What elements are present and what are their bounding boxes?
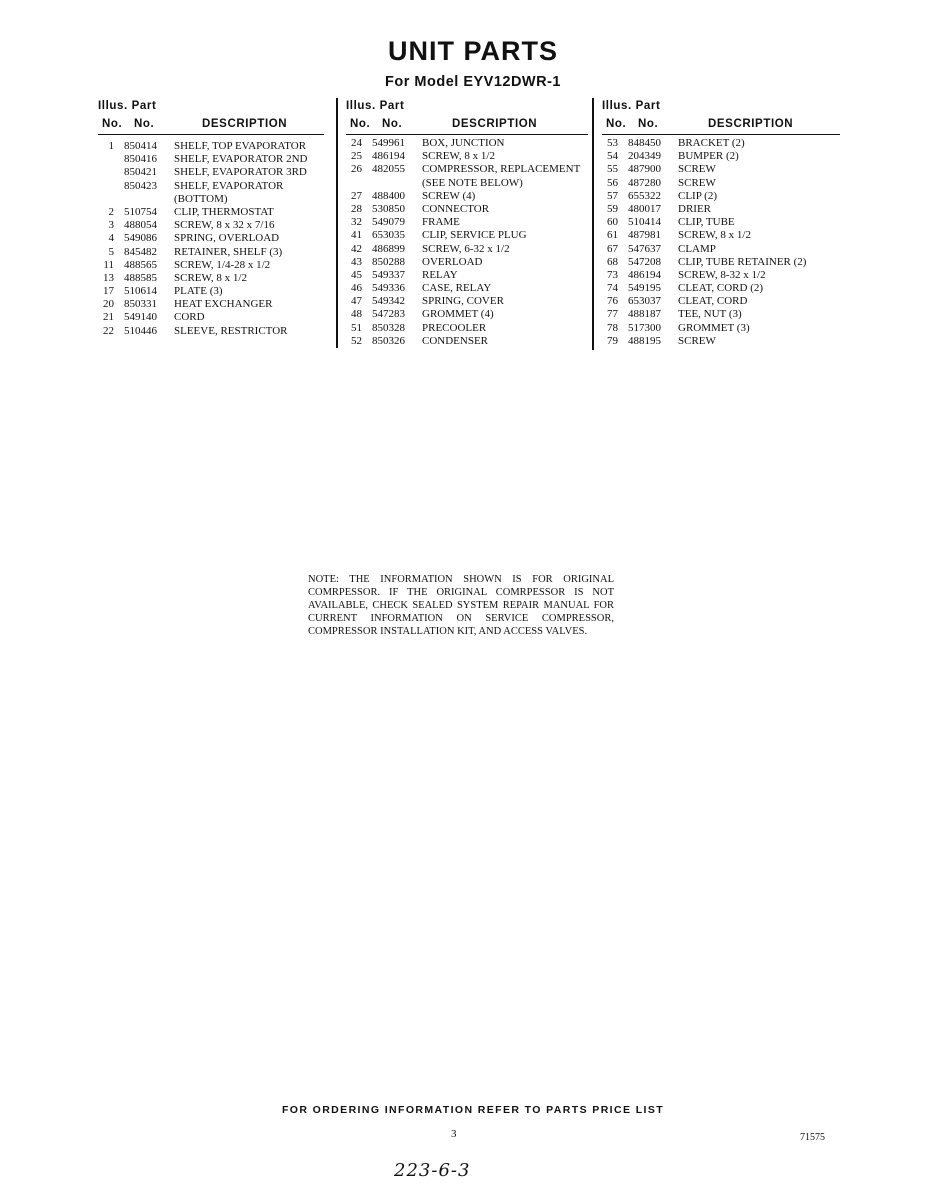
- table-row: [98, 285, 324, 298]
- illus-number: 43: [351, 255, 362, 268]
- illus-no-header: No.: [606, 118, 627, 130]
- table-row: [98, 140, 324, 153]
- illus-number: 57: [607, 189, 618, 202]
- part-number: 549079: [372, 216, 405, 229]
- part-description: OVERLOAD: [422, 255, 483, 268]
- table-row: [346, 335, 588, 348]
- part-number: 848450: [628, 137, 661, 149]
- part-number: 549961: [372, 137, 405, 149]
- table-row: [346, 308, 588, 321]
- part-description: CLIP, THERMOSTAT: [174, 205, 274, 218]
- illus-number: 25: [351, 150, 362, 163]
- part-description: SCREW, 8 x 1/2: [678, 229, 751, 242]
- illus-number: 1: [108, 140, 114, 152]
- table-row: [98, 311, 324, 324]
- illus-number: 48: [351, 308, 362, 321]
- illus-number: 42: [351, 242, 362, 255]
- table-row: [98, 259, 324, 272]
- part-description: SCREW: [678, 163, 716, 176]
- ordering-footer: FOR ORDERING INFORMATION REFER TO PARTS PRICE LIST: [281, 1104, 665, 1116]
- part-description: CONNECTOR: [422, 202, 490, 215]
- column-header: [98, 98, 324, 135]
- part-description: DRIER: [678, 202, 711, 215]
- part-number: 547208: [628, 255, 661, 268]
- parts-rows: [346, 137, 588, 348]
- part-number: 510414: [628, 216, 661, 229]
- parts-column-3: [602, 98, 840, 346]
- table-row: [98, 272, 324, 285]
- table-row: [98, 166, 324, 179]
- part-number: 510614: [124, 285, 157, 298]
- illus-number: 4: [108, 232, 114, 245]
- illus-number: 41: [351, 229, 362, 242]
- illus-number: 52: [351, 334, 362, 347]
- part-number: 549140: [124, 311, 157, 324]
- table-row: [346, 229, 588, 242]
- illus-number: 55: [607, 163, 618, 176]
- illus-number: 54: [607, 150, 618, 163]
- part-description: HEAT EXCHANGER: [174, 298, 273, 311]
- part-number: 530850: [372, 202, 405, 215]
- part-description: GROMMET (3): [678, 321, 750, 334]
- part-number: 850414: [124, 140, 157, 152]
- part-description: SHELF, EVAPORATOR 3RD: [174, 166, 307, 179]
- part-description: SCREW, 8-32 x 1/2: [678, 268, 766, 281]
- part-number: 488187: [628, 308, 661, 321]
- table-row: [346, 137, 588, 150]
- illus-number: 28: [351, 202, 362, 215]
- illus-number: 13: [103, 271, 114, 284]
- illus-number: 5: [108, 245, 114, 258]
- table-row: [602, 190, 840, 203]
- part-number: 549086: [124, 232, 157, 245]
- part-description: CLIP (2): [678, 189, 718, 202]
- illus-number: 21: [103, 311, 114, 324]
- part-number: 850331: [124, 298, 157, 311]
- illus-number: 46: [351, 282, 362, 295]
- illus-no-header: No.: [350, 118, 371, 130]
- part-number: 487981: [628, 229, 661, 242]
- part-number: 850416: [124, 153, 157, 166]
- part-number: 488195: [628, 334, 661, 347]
- parts-column-1: [98, 98, 324, 337]
- part-number: 510446: [124, 324, 157, 337]
- part-description: SCREW, 8 x 1/2: [174, 271, 247, 284]
- part-number: 549195: [628, 282, 661, 295]
- illus-number: 77: [607, 308, 618, 321]
- table-row: [346, 177, 588, 190]
- part-description: SHELF, TOP EVAPORATOR: [174, 140, 307, 152]
- illus-number: 76: [607, 295, 618, 308]
- document-number: 71575: [800, 1132, 825, 1143]
- part-description: SCREW, 1/4-28 x 1/2: [174, 258, 271, 271]
- part-description: SCREW: [678, 334, 716, 347]
- table-row: [346, 216, 588, 229]
- table-row: [98, 153, 324, 166]
- illus-number: 45: [351, 268, 362, 281]
- part-description: RELAY: [422, 268, 458, 281]
- table-row: [346, 295, 588, 308]
- table-row: [98, 206, 324, 219]
- illus-number: 60: [607, 216, 618, 229]
- illus-part-header: Illus. Part: [98, 100, 157, 112]
- table-row: [346, 282, 588, 295]
- part-number: 510754: [124, 205, 157, 218]
- part-number: 486194: [372, 150, 405, 163]
- part-description: COMPRESSOR, REPLACEMENT: [422, 163, 581, 176]
- table-row: [98, 180, 324, 193]
- illus-number: 3: [108, 219, 114, 232]
- table-row: [602, 163, 840, 176]
- part-number: 517300: [628, 321, 661, 334]
- model-subtitle: For Model EYV12DWR-1: [385, 74, 561, 90]
- part-number: 850326: [372, 334, 405, 347]
- part-description: CLIP, SERVICE PLUG: [422, 229, 527, 242]
- illus-no-header: No.: [102, 118, 123, 130]
- table-row: [602, 216, 840, 229]
- column-divider: [336, 98, 338, 348]
- part-description: CORD: [174, 311, 205, 324]
- illus-number: 22: [103, 324, 114, 337]
- illus-number: 78: [607, 321, 618, 334]
- part-description: SCREW, 8 x 1/2: [422, 150, 495, 163]
- column-divider: [592, 98, 594, 350]
- table-row: [346, 163, 588, 176]
- part-number: 653037: [628, 295, 661, 308]
- illus-number: 56: [607, 176, 618, 189]
- illus-part-header: Illus. Part: [602, 100, 661, 112]
- illus-number: 24: [351, 137, 362, 149]
- part-number: 655322: [628, 189, 661, 202]
- part-no-header: No.: [382, 118, 403, 130]
- part-description: CLAMP: [678, 242, 716, 255]
- illus-number: 74: [607, 282, 618, 295]
- table-row: [602, 269, 840, 282]
- part-number: 549337: [372, 268, 405, 281]
- handwritten-reference: 223-6-3: [394, 1160, 471, 1181]
- part-description: RETAINER, SHELF (3): [174, 245, 283, 258]
- illus-number: 73: [607, 268, 618, 281]
- part-description: PLATE (3): [174, 285, 223, 298]
- table-row: [98, 219, 324, 232]
- part-description: SCREW (4): [422, 189, 476, 202]
- table-row: [98, 246, 324, 259]
- page-title: UNIT PARTS: [388, 36, 558, 66]
- part-number: 488585: [124, 271, 157, 284]
- part-description: CLIP, TUBE: [678, 216, 735, 229]
- part-description: BUMPER (2): [678, 150, 739, 163]
- part-number: 487280: [628, 176, 661, 189]
- illus-number: 11: [103, 258, 114, 271]
- description-header: DESCRIPTION: [708, 118, 794, 130]
- parts-rows: [98, 140, 324, 338]
- table-row: [602, 256, 840, 269]
- part-number: 486899: [372, 242, 405, 255]
- table-row: [602, 229, 840, 242]
- illus-number: 59: [607, 202, 618, 215]
- part-number: 547283: [372, 308, 405, 321]
- part-description: SHELF, EVAPORATOR: [174, 179, 284, 192]
- part-number: 653035: [372, 229, 405, 242]
- illus-number: 79: [607, 334, 618, 347]
- part-no-header: No.: [134, 118, 155, 130]
- column-header: [346, 98, 588, 135]
- table-row: [602, 203, 840, 216]
- table-row: [602, 282, 840, 295]
- part-description: CLEAT, CORD (2): [678, 282, 764, 295]
- table-row: [602, 177, 840, 190]
- illus-number: 20: [103, 298, 114, 311]
- illus-number: 32: [351, 216, 362, 229]
- illus-part-header: Illus. Part: [346, 100, 405, 112]
- part-description: SLEEVE, RESTRICTOR: [174, 324, 288, 337]
- table-row: [98, 298, 324, 311]
- part-number: 486194: [628, 268, 661, 281]
- compressor-note: NOTE: THE INFORMATION SHOWN IS FOR ORIGINAL COMRPESSOR. IF THE ORIGINAL COMRPESSOR IS NOT AVAILABLE, CHECK SEALED SYSTEM REPAIR MANUAL FOR CURRENT INFORMATION ON SERVICE COMPRESSOR, COMPRESSOR INSTALLATION KIT, AND ACCESS VALVES.: [308, 574, 614, 637]
- parts-column-2: [346, 98, 588, 346]
- part-description: CLEAT, CORD: [678, 295, 748, 308]
- part-description: SCREW: [678, 176, 716, 189]
- part-description: SCREW, 8 x 32 x 7/16: [174, 219, 275, 232]
- part-description: SCREW, 6-32 x 1/2: [422, 242, 510, 255]
- part-number: 850328: [372, 321, 405, 334]
- table-row: [98, 232, 324, 245]
- part-number: 204349: [628, 150, 661, 163]
- part-description: PRECOOLER: [422, 321, 487, 334]
- column-header: [602, 98, 840, 135]
- part-number: 845482: [124, 245, 157, 258]
- table-row: [346, 269, 588, 282]
- illus-number: 67: [607, 242, 618, 255]
- part-number: 549342: [372, 295, 405, 308]
- illus-number: 26: [351, 163, 362, 176]
- part-description: SPRING, OVERLOAD: [174, 232, 280, 245]
- table-row: [346, 203, 588, 216]
- table-row: [602, 137, 840, 150]
- part-description: FRAME: [422, 216, 460, 229]
- table-row: [346, 190, 588, 203]
- part-number: 488054: [124, 219, 157, 232]
- part-number: 488400: [372, 189, 405, 202]
- table-row: [602, 322, 840, 335]
- description-header: DESCRIPTION: [452, 118, 538, 130]
- table-row: [346, 256, 588, 269]
- part-number: 482055: [372, 163, 405, 176]
- table-row: [346, 322, 588, 335]
- illus-number: 51: [351, 321, 362, 334]
- part-number: 487900: [628, 163, 661, 176]
- part-number: 488565: [124, 258, 157, 271]
- part-number: 850288: [372, 255, 405, 268]
- illus-number: 2: [108, 205, 114, 218]
- page-number: 3: [451, 1128, 457, 1140]
- table-row: [602, 308, 840, 321]
- part-description: CONDENSER: [422, 334, 489, 347]
- illus-number: 61: [607, 229, 618, 242]
- illus-number: 27: [351, 189, 362, 202]
- part-description: (SEE NOTE BELOW): [422, 176, 523, 189]
- table-row: [602, 295, 840, 308]
- part-description: BRACKET (2): [678, 137, 745, 149]
- table-row: [98, 325, 324, 338]
- illus-number: 47: [351, 295, 362, 308]
- table-row: [602, 335, 840, 348]
- part-number: 850421: [124, 166, 157, 179]
- part-number: 850423: [124, 179, 157, 192]
- illus-number: 17: [103, 285, 114, 298]
- part-number: 547637: [628, 242, 661, 255]
- illus-number: 68: [607, 255, 618, 268]
- parts-rows: [602, 137, 840, 348]
- part-description: TEE, NUT (3): [678, 308, 742, 321]
- part-description: SPRING, COVER: [422, 295, 504, 308]
- table-row: [346, 243, 588, 256]
- part-description: SHELF, EVAPORATOR 2ND: [174, 153, 308, 166]
- part-description: (BOTTOM): [174, 192, 228, 205]
- part-description: CLIP, TUBE RETAINER (2): [678, 255, 807, 268]
- part-no-header: No.: [638, 118, 659, 130]
- part-description: CASE, RELAY: [422, 282, 492, 295]
- table-row: [602, 150, 840, 163]
- table-row: [98, 193, 324, 206]
- part-number: 480017: [628, 202, 661, 215]
- table-row: [602, 243, 840, 256]
- table-row: [346, 150, 588, 163]
- illus-number: 53: [607, 137, 618, 149]
- part-description: BOX, JUNCTION: [422, 137, 505, 149]
- description-header: DESCRIPTION: [202, 118, 288, 130]
- part-description: GROMMET (4): [422, 308, 494, 321]
- part-number: 549336: [372, 282, 405, 295]
